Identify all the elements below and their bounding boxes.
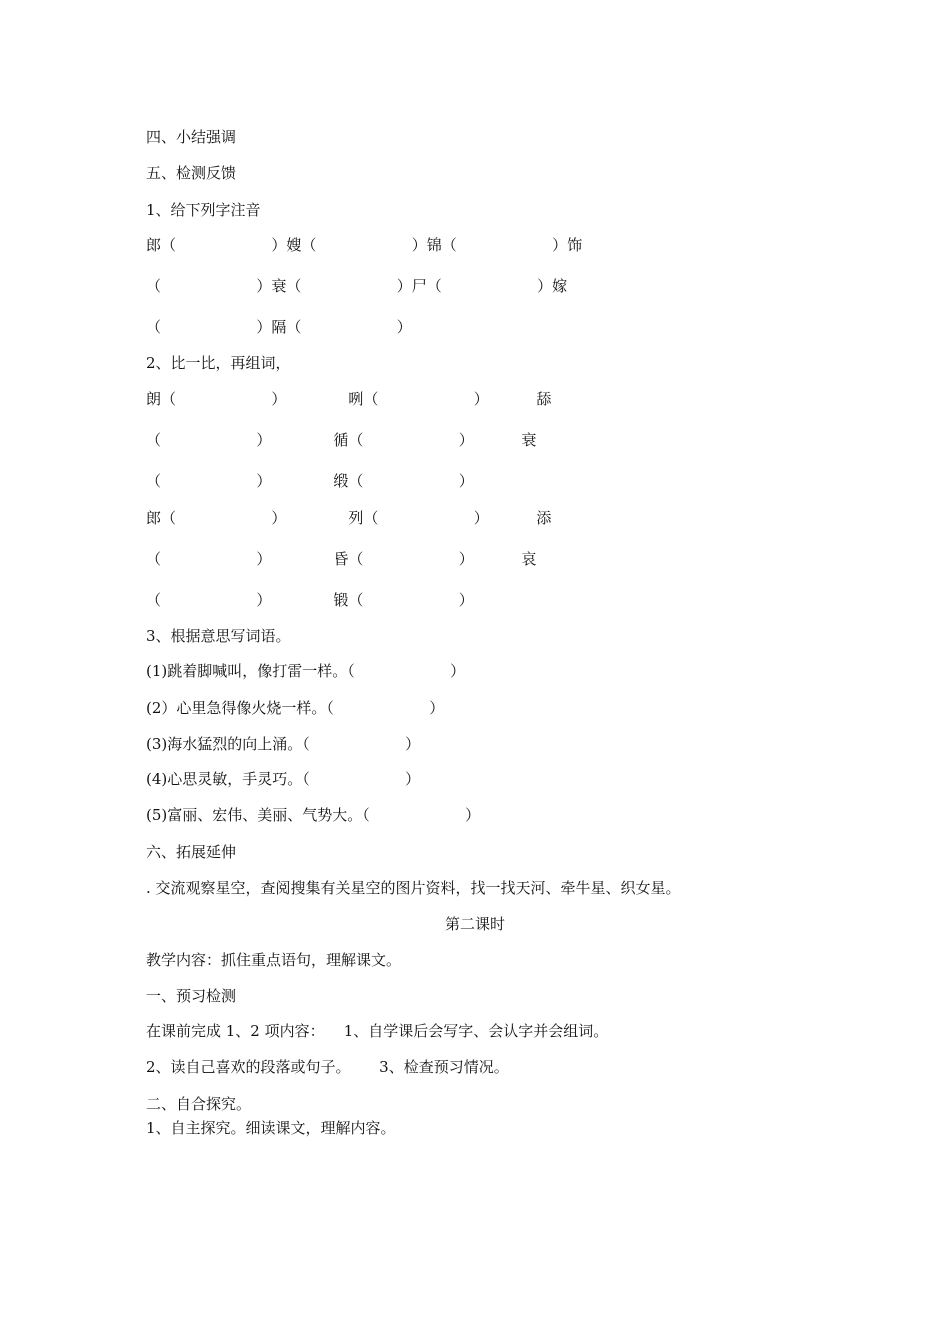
lesson-two-title: 第二课时: [444, 915, 505, 933]
meaning-item-2: (2）心里急得像火烧一样。（ ）: [146, 699, 445, 717]
preview-items-2: 2、读自己喜欢的段落或句子。 3、检查预习情况。: [146, 1058, 509, 1076]
meaning-item-4: (4)心思灵敏，手灵巧。（ ）: [146, 770, 421, 788]
compare-row-5: （ ） 昏（ ） 哀: [146, 550, 537, 568]
compare-row-2: （ ） 循（ ） 衰: [146, 431, 537, 449]
explore-item-1: 1、自主探究。细读课文，理解内容。: [146, 1119, 396, 1137]
compare-row-6: （ ） 锻（ ）: [146, 591, 474, 609]
heading-test-feedback: 五、检测反馈: [146, 164, 237, 182]
heading-summary: 四、小结强调: [146, 128, 237, 146]
preview-items-1: 在课前完成 1、2 项内容： 1、自学课后会写字、会认字并会组词。: [146, 1022, 609, 1040]
pinyin-row-1: 郎（ ）嫂（ ）锦（ ）饰: [146, 236, 583, 254]
compare-row-1: 朗（ ） 咧（ ） 舔: [146, 390, 552, 408]
pinyin-row-3: （ ）隔（ ）: [146, 318, 412, 336]
compare-row-4: 郎（ ） 列（ ） 添: [146, 509, 552, 527]
pinyin-row-2: （ ）衰（ ）尸（ ）嫁: [146, 277, 568, 295]
compare-row-3: （ ） 缎（ ）: [146, 472, 474, 490]
meaning-item-5: (5)富丽、宏伟、美丽、气势大。（ ）: [146, 806, 481, 824]
heading-extension: 六、拓展延伸: [146, 843, 237, 861]
meaning-item-1: (1)跳着脚喊叫，像打雷一样。（ ）: [146, 662, 466, 680]
extension-text: . 交流观察星空，查阅搜集有关星空的图片资料，找一找天河、牵牛星、织女星。: [146, 879, 681, 897]
heading-explore: 二、自合探究。: [146, 1095, 252, 1113]
question-2-title: 2、比一比，再组词，: [146, 354, 291, 372]
teaching-content: 教学内容：抓住重点语句，理解课文。: [146, 951, 402, 969]
meaning-item-3: (3)海水猛烈的向上涌。（ ）: [146, 735, 421, 753]
question-3-title: 3、根据意思写词语。: [146, 627, 291, 645]
heading-preview-check: 一、预习检测: [146, 987, 237, 1005]
question-1-title: 1、给下列字注音: [146, 201, 261, 219]
